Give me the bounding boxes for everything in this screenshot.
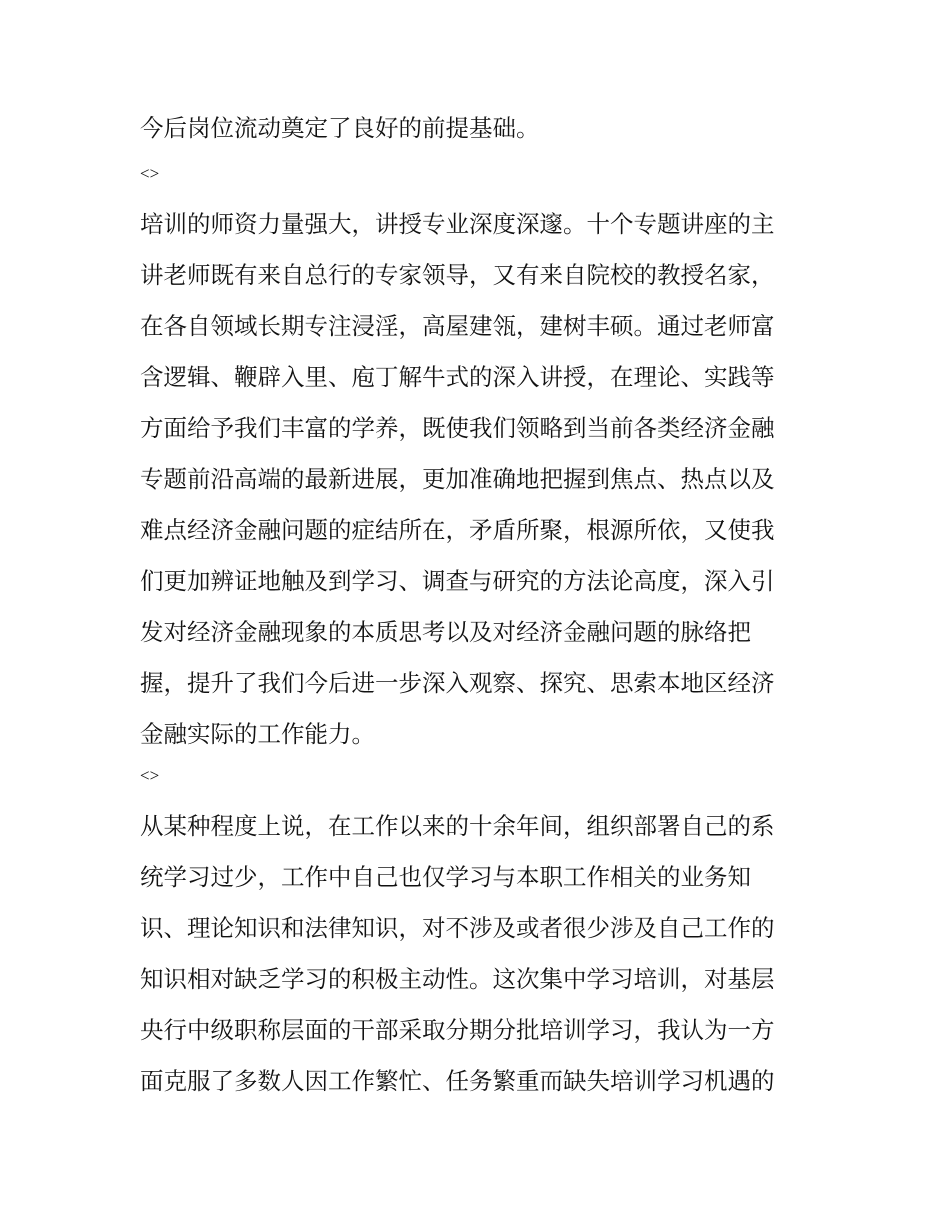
paragraph-line: 培训的师资力量强大，讲授专业深度深邃。十个专题讲座的主 <box>140 210 775 238</box>
paragraph-line: 方面给予我们丰富的学养，既使我们领略到当前各类经济金融 <box>140 414 775 442</box>
paragraph-line: 面克服了多数人因工作繁忙、任务繁重而缺失培训学习机遇的 <box>140 1067 775 1095</box>
paragraph-line: 发对经济金融现象的本质思考以及对经济金融问题的脉络把 <box>140 618 751 646</box>
paragraph-line: 握，提升了我们今后进一步深入观察、探究、思索本地区经济 <box>140 669 775 697</box>
paragraph-separator: <> <box>140 164 160 183</box>
paragraph-line: 金融实际的工作能力。 <box>140 720 375 748</box>
paragraph-line: 在各自领域长期专注浸淫，高屋建瓴，建树丰硕。通过老师富 <box>140 312 775 340</box>
paragraph-line: 讲老师既有来自总行的专家领导，又有来自院校的教授名家， <box>140 261 775 289</box>
paragraph-line: 含逻辑、鞭辟入里、庖丁解牛式的深入讲授，在理论、实践等 <box>140 363 775 391</box>
paragraph-separator: <> <box>140 766 160 785</box>
paragraph-line: 们更加辨证地触及到学习、调查与研究的方法论高度，深入引 <box>140 567 775 595</box>
paragraph-line: 识、理论知识和法律知识，对不涉及或者很少涉及自己工作的 <box>140 914 775 942</box>
paragraph-line: 专题前沿高端的最新进展，更加准确地把握到焦点、热点以及 <box>140 465 775 493</box>
paragraph-line: 央行中级职称层面的干部采取分期分批培训学习，我认为一方 <box>140 1016 775 1044</box>
paragraph-line: 从某种程度上说，在工作以来的十余年间，组织部署自己的系 <box>140 812 775 840</box>
paragraph-line: 统学习过少，工作中自己也仅学习与本职工作相关的业务知 <box>140 863 751 891</box>
paragraph-line: 今后岗位流动奠定了良好的前提基础。 <box>140 114 540 142</box>
paragraph-line: 知识相对缺乏学习的积极主动性。这次集中学习培训，对基层 <box>140 965 775 993</box>
paragraph-line: 难点经济金融问题的症结所在，矛盾所聚，根源所依，又使我 <box>140 516 775 544</box>
